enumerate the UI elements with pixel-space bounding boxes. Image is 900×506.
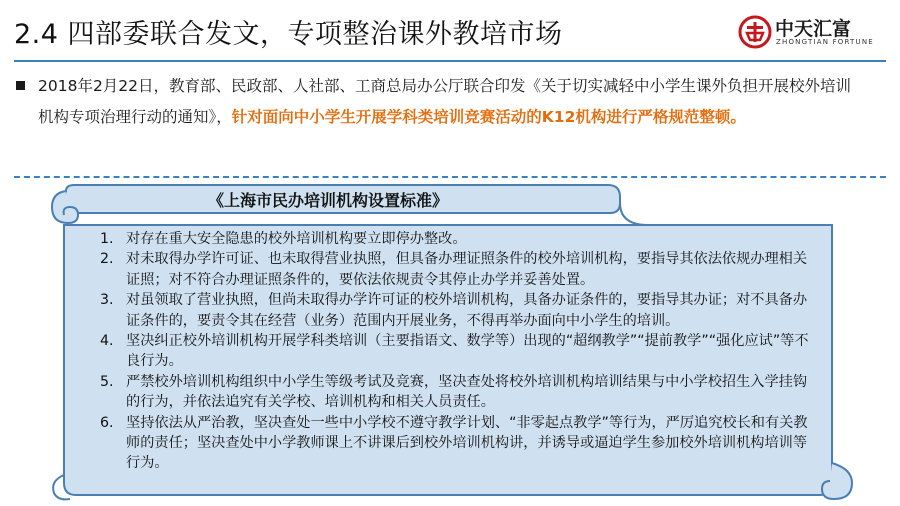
list-item-text: 对未取得办学许可证、也未取得营业执照，但具备办理证照条件的校外培训机构，要指导其依法依规办理相关证照；对不符合办理证照条件的，要依法依规责令其停止办学并妥善处置。 [126, 251, 808, 288]
intro-highlight: 针对面向中小学生开展学科类培训竞赛活动的K12机构进行严格规范整顿。 [231, 108, 746, 126]
bullet-square-icon [16, 81, 25, 90]
list-item-number: 5. [100, 373, 114, 390]
scroll-panel [48, 183, 856, 503]
list-item-text: 严禁校外培训机构组织中小学生等级考试及竞赛，坚决查处将校外培训机构培训结果与中小学校招生入学挂钩的行为，并依法追究有关学校、培训机构和相关人员责任。 [126, 373, 808, 411]
scroll-title: 《上海市民办培训机构设置标准》 [207, 191, 448, 210]
list-item [100, 249, 810, 290]
list-item-number: 3. [100, 292, 114, 309]
list-item-text: 坚决纠正校外培训机构开展学科类培训（主要指语文、数学等）出现的“超纲教学”“提前教学”“强化应试”等不良行为。 [126, 333, 809, 370]
list-item-text: 坚持依法从严治教，坚决查处一些中小学校不遵守教学计划、“非零起点教学”等行为，严厉追究校长和有关教师的责任；坚决查处中小学教师课上不讲课后到校外培训机构讲，并诱导或逼迫学生参加校外培训机构培训等行为。 [126, 414, 808, 472]
zhongtian-logo-icon [738, 15, 772, 49]
list-item [100, 331, 810, 372]
list-item-number: 6. [100, 414, 114, 431]
intro-text: 2018年2月22日，教育部、民政部、人社部、工商总局办公厅联合印发《关于切实减轻中小学生课外负担开展校外培训机构专项治理行动的通知》， [38, 77, 852, 126]
slide-title: 2.4 四部委联合发文，专项整治课外教培市场 [14, 19, 563, 50]
title-divider [14, 60, 886, 62]
list-item [100, 413, 810, 474]
company-logo [738, 15, 888, 51]
list-item-number: 2. [100, 251, 114, 268]
list-item [100, 229, 810, 249]
standards-list [100, 229, 810, 474]
list-item-number: 4. [100, 333, 114, 350]
logo-name: 中天汇富 [775, 18, 852, 40]
dashed-divider [14, 176, 886, 178]
list-item-text: 对存在重大安全隐患的校外培训机构要立即停办整改。 [126, 231, 467, 247]
list-item-text: 对虽领取了营业执照，但尚未取得办学许可证的校外培训机构，具备办证条件的，要指导其办证；对不具备办证条件的，要责令其在经营（业务）范围内开展业务，不得再举办面向中小学生的培训。 [126, 292, 808, 329]
list-item-number: 1. [100, 231, 114, 247]
list-item [100, 290, 810, 331]
logo-subtitle: ZHONGTIAN FORTUNE [776, 38, 874, 46]
list-item [100, 372, 810, 413]
intro-paragraph [38, 71, 866, 133]
